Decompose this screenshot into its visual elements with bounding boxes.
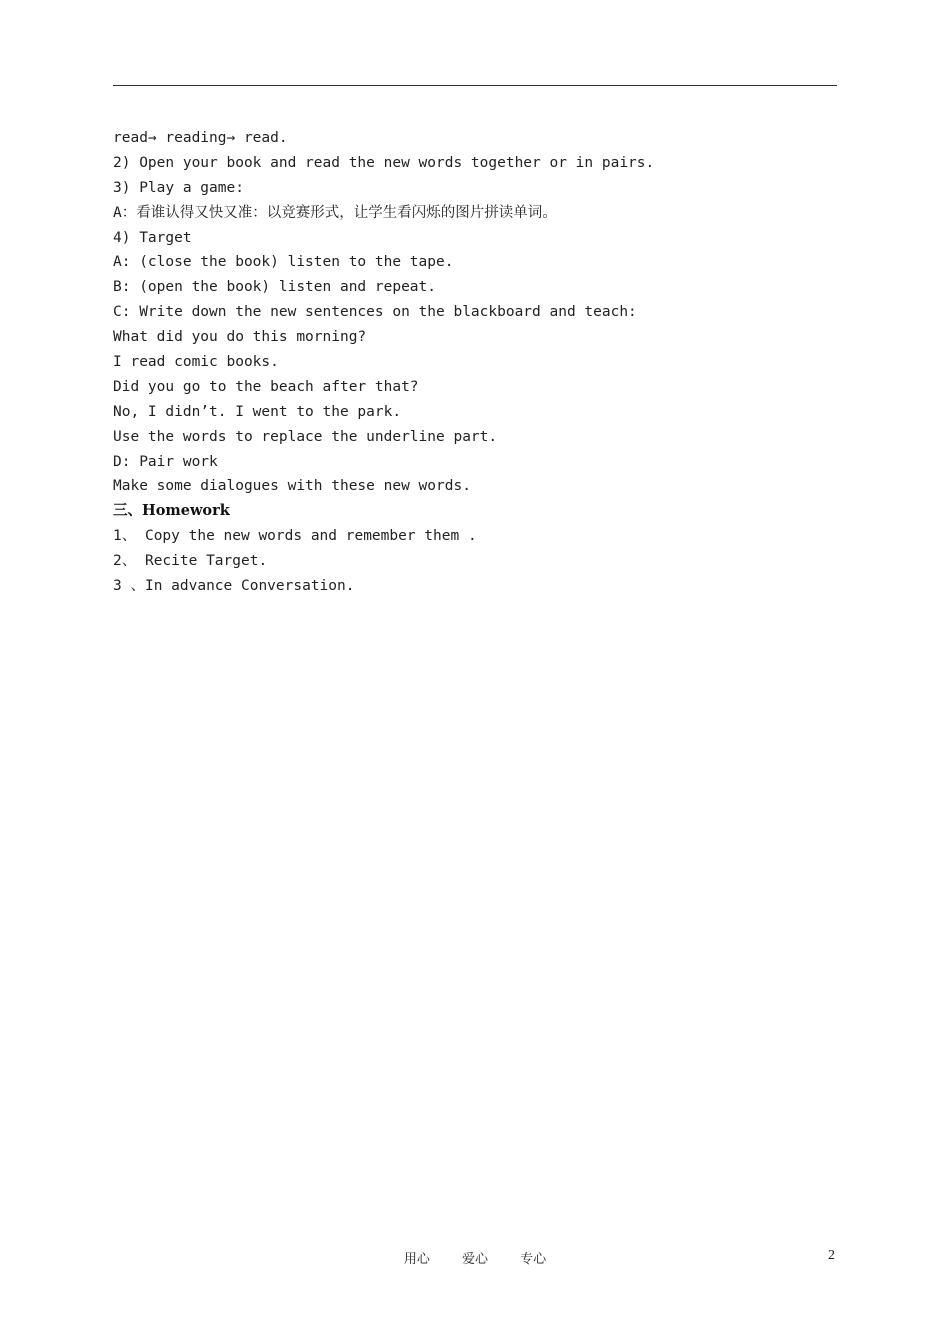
text-line: Make some dialogues with these new words. [113, 478, 471, 495]
footer-motto [0, 1248, 950, 1267]
footer-item: 爱心 [461, 1252, 488, 1267]
header-rule [113, 85, 837, 86]
text-line: C: Write down the new sentences on the blackboard and teach: [113, 304, 637, 321]
text-line: 3 、In advance Conversation. [113, 578, 355, 595]
text-line: Did you go to the beach after that? [113, 378, 419, 395]
footer-item: 用心 [403, 1252, 430, 1267]
section-heading: 三、Homework [113, 502, 230, 520]
text-line: 1、 Copy the new words and remember them . [113, 528, 477, 545]
text-line: 2) Open your book and read the new words together or in pairs. [113, 154, 655, 171]
text-line: Use the words to replace the underline part. [113, 428, 498, 445]
text-line: A: (close the book) listen to the tape. [113, 254, 454, 271]
text-line: read→ reading→ read. [113, 130, 288, 146]
text-line: 3) Play a game: [113, 179, 244, 196]
text-line: No, I didn’t. I went to the park. [113, 403, 402, 420]
document-body [113, 126, 843, 599]
page-number: 2 [828, 1248, 835, 1263]
text-line: I read comic books. [113, 354, 279, 371]
text-line: What did you do this morning? [113, 329, 367, 346]
text-line: B: (open the book) listen and repeat. [113, 279, 437, 296]
text-line: 4) Target [113, 229, 192, 246]
text-line: 2、 Recite Target. [113, 553, 268, 570]
text-line: A：看谁认得又快又准：以竞赛形式，让学生看闪烁的图片拼读单词。 [113, 204, 557, 221]
footer-item: 专心 [520, 1252, 547, 1267]
text-line: D: Pair work [113, 453, 218, 470]
